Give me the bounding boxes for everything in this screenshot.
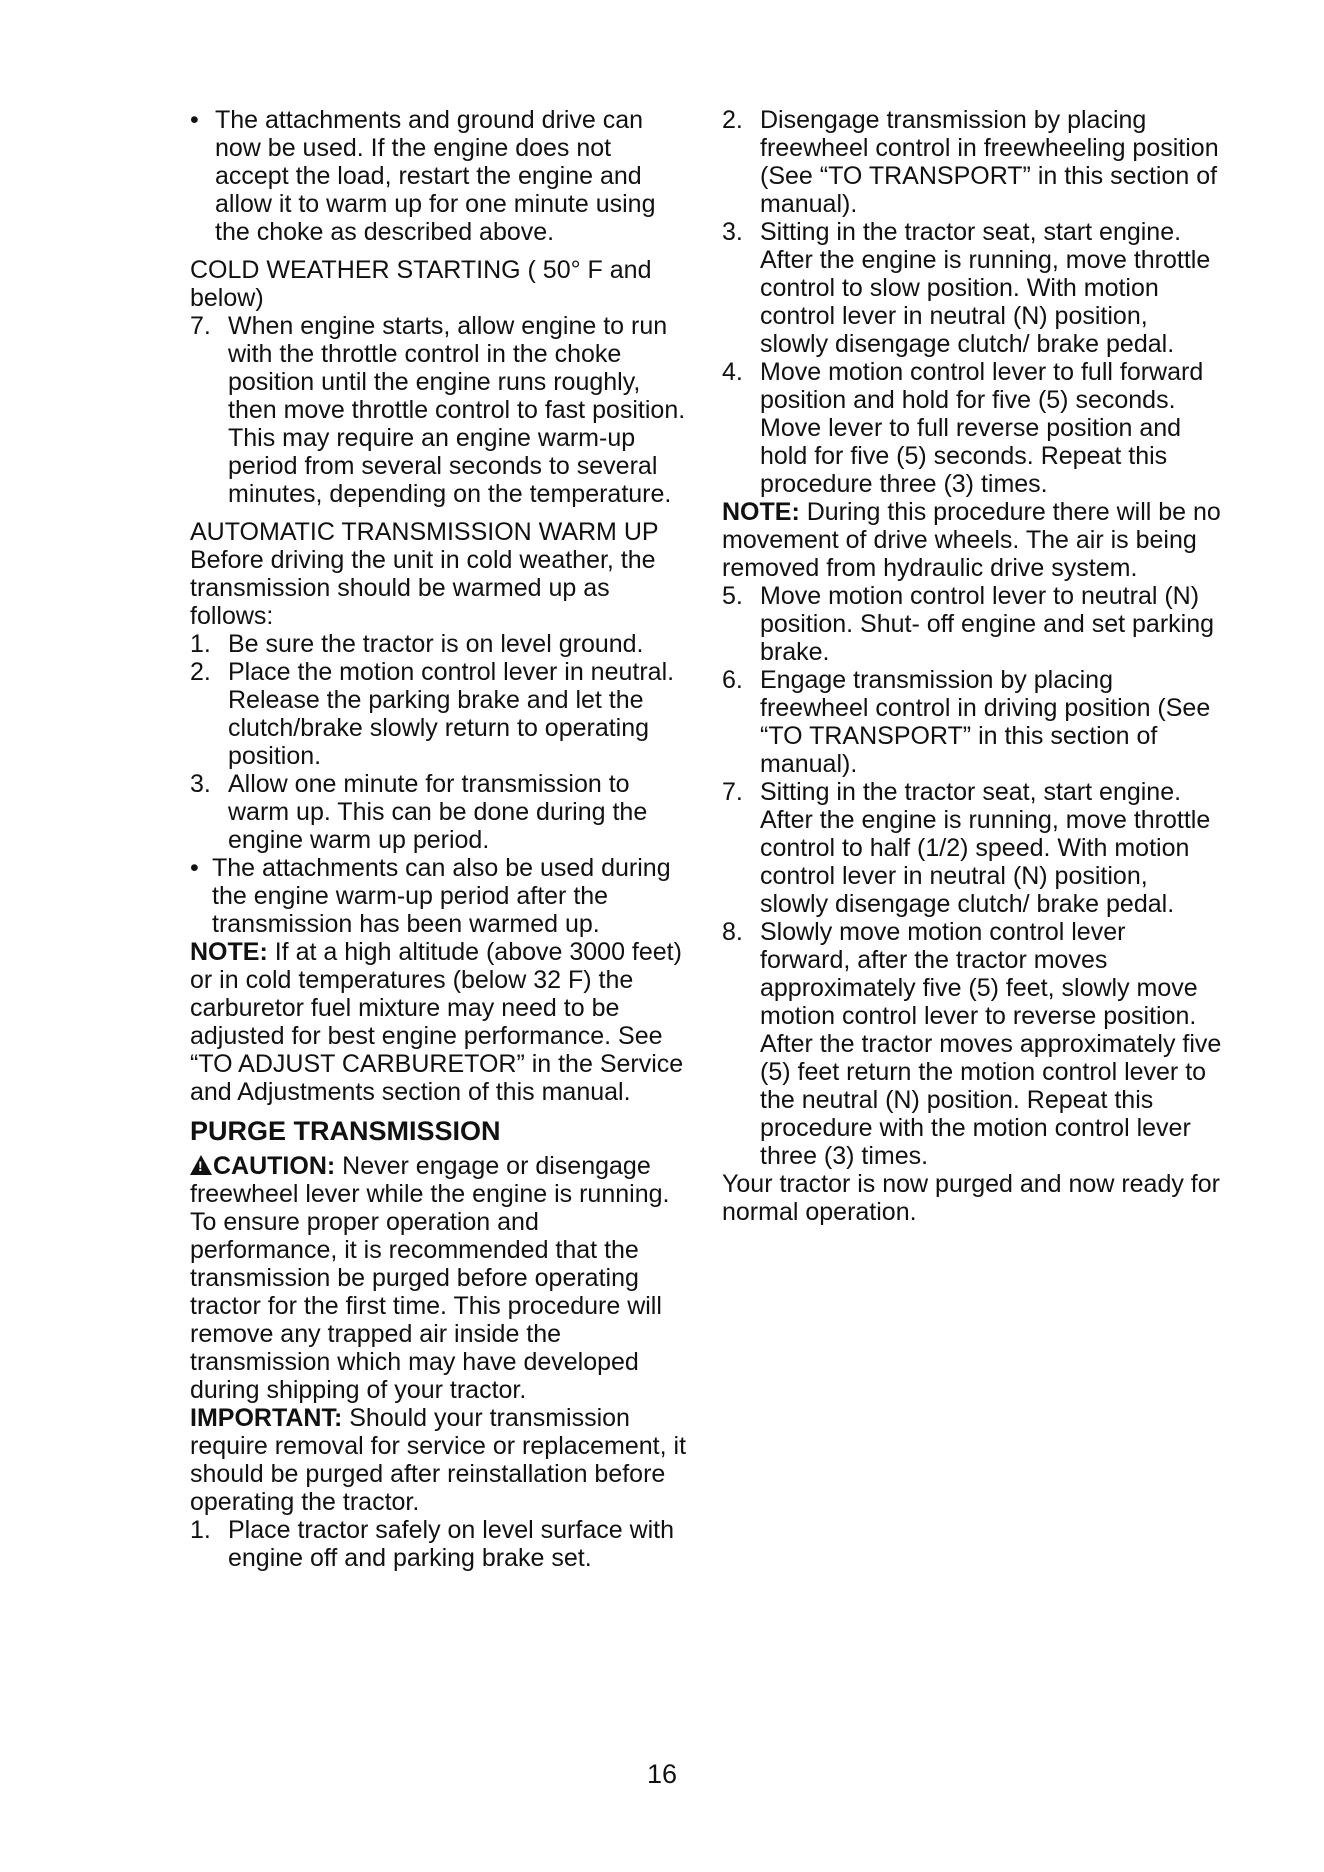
left-column [190, 106, 690, 1572]
note-label: NOTE: [190, 938, 268, 966]
note-carburetor [190, 938, 690, 1106]
step-number: 8. [722, 918, 743, 946]
step-number: 5. [722, 582, 743, 610]
purge-step-5 [722, 582, 1222, 666]
step-number: 4. [722, 358, 743, 386]
warning-triangle-icon [190, 1155, 212, 1175]
step-number: 1. [190, 630, 211, 658]
step-text: When engine starts, allow engine to run with the throttle control in the choke position until the engine runs roughly, then move throttle control to fast position. This may require an engine warm-up period from several seconds to several minutes, depending on the temperature. [228, 312, 686, 508]
purge-transmission-heading: PURGE TRANSMISSION [190, 1116, 501, 1146]
step-number: 7. [190, 312, 211, 340]
step-text: Place tractor safely on level surface with engine off and parking brake set. [228, 1516, 675, 1572]
note-label: NOTE: [722, 498, 800, 526]
auto-step-2 [190, 658, 690, 770]
step-number: 3. [722, 218, 743, 246]
note-text: If at a high altitude (above 3000 feet) or in cold temperatures (below 32 F) the carburetor fuel mixture may need to be adjusted for best engine performance. See “TO ADJUST CARBURETOR” in the Service and Adjustments section of this manual. [190, 938, 684, 1106]
step-text: Place the motion control lever in neutral. Release the parking brake and let the clutch/brake slowly return to operating position. [228, 658, 675, 770]
closing-paragraph: Your tractor is now purged and now ready for normal operation. [722, 1170, 1220, 1226]
important-paragraph [190, 1404, 690, 1516]
step-text: Allow one minute for transmission to warm up. This can be done during the engine warm up period. [228, 770, 648, 854]
caution-paragraph [190, 1152, 690, 1208]
step-text: Move motion control lever to neutral (N) position. Shut- off engine and set parking brake. [760, 582, 1215, 666]
auto-transmission-heading: AUTOMATIC TRANSMISSION WARM UP [190, 518, 659, 546]
step-number: 2. [190, 658, 211, 686]
auto-transmission-intro: Before driving the unit in cold weather, the transmission should be warmed up as follows: [190, 546, 656, 630]
step-text: Move motion control lever to full forward position and hold for five (5) seconds. Move lever to full reverse position and hold for five (5) seconds. Repeat this procedure three (3) times. [760, 358, 1204, 498]
right-column [722, 106, 1222, 1226]
step-number: 7. [722, 778, 743, 806]
step-text: Sitting in the tractor seat, start engine. After the engine is running, move throttle control to half (1/2) speed. With motion control lever in neutral (N) position, slowly disengage clutch/ brake pedal. [760, 778, 1211, 918]
step-text: Slowly move motion control lever forward, after the tractor moves approximately five (5) feet, slowly move motion control lever to reverse position. After the tractor moves approximately five (5) feet return the motion control lever to the neutral (N) position. Repeat this procedure with the motion control lever three (3) times. [760, 918, 1222, 1170]
cold-weather-heading: COLD WEATHER STARTING ( 50° F and below) [190, 256, 652, 312]
caution-text: Never engage or disengage freewheel lever while the engine is running. [190, 1152, 670, 1208]
bullet-attachments-warmup: • The attachments can also be used during the engine warm-up period after the transmission has been warmed up. [190, 854, 690, 938]
purge-step-1 [190, 1516, 690, 1572]
note-text: During this procedure there will be no movement of drive wheels. The air is being removed from hydraulic drive system. [722, 498, 1221, 582]
important-text: Should your transmission require removal for service or replacement, it should be purged after reinstallation before operating the tractor. [190, 1404, 687, 1516]
auto-step-1 [190, 630, 690, 658]
cold-step-7 [190, 312, 690, 508]
step-number: 1. [190, 1516, 211, 1544]
step-text: Sitting in the tractor seat, start engine. After the engine is running, move throttle control to slow position. With motion control lever in neutral (N) position, slowly disengage clutch/ brake pedal. [760, 218, 1211, 358]
step-text: Disengage transmission by placing freewheel control in freewheeling position (See “TO TRANSPORT” in this section of manual). [760, 106, 1219, 218]
purge-step-2 [722, 106, 1222, 218]
caution-label: CAUTION: [213, 1152, 336, 1180]
purge-step-7 [722, 778, 1222, 918]
step-number: 3. [190, 770, 211, 798]
step-text: Engage transmission by placing freewheel control in driving position (See “TO TRANSPORT” in this section of manual). [760, 666, 1211, 778]
step-text: Be sure the tractor is on level ground. [228, 630, 644, 658]
step-number: 2. [722, 106, 743, 134]
auto-step-3 [190, 770, 690, 854]
purge-intro: To ensure proper operation and performance, it is recommended that the transmission be purged before operating tractor for the first time. This procedure will remove any trapped air inside the transmission which may have developed during shipping of your tractor. [190, 1208, 662, 1404]
purge-step-4 [722, 358, 1222, 498]
purge-step-8 [722, 918, 1222, 1170]
note-drive-wheels [722, 498, 1222, 582]
purge-step-3 [722, 218, 1222, 358]
page-number: 16 [646, 1759, 678, 1789]
step-number: 6. [722, 666, 743, 694]
purge-step-6 [722, 666, 1222, 778]
important-label: IMPORTANT: [190, 1404, 343, 1432]
bullet-attachments-ground-drive: • The attachments and ground drive can now be used. If the engine does not accept the load, restart the engine and allow it to warm up for one minute using the choke as described above. [190, 106, 690, 246]
